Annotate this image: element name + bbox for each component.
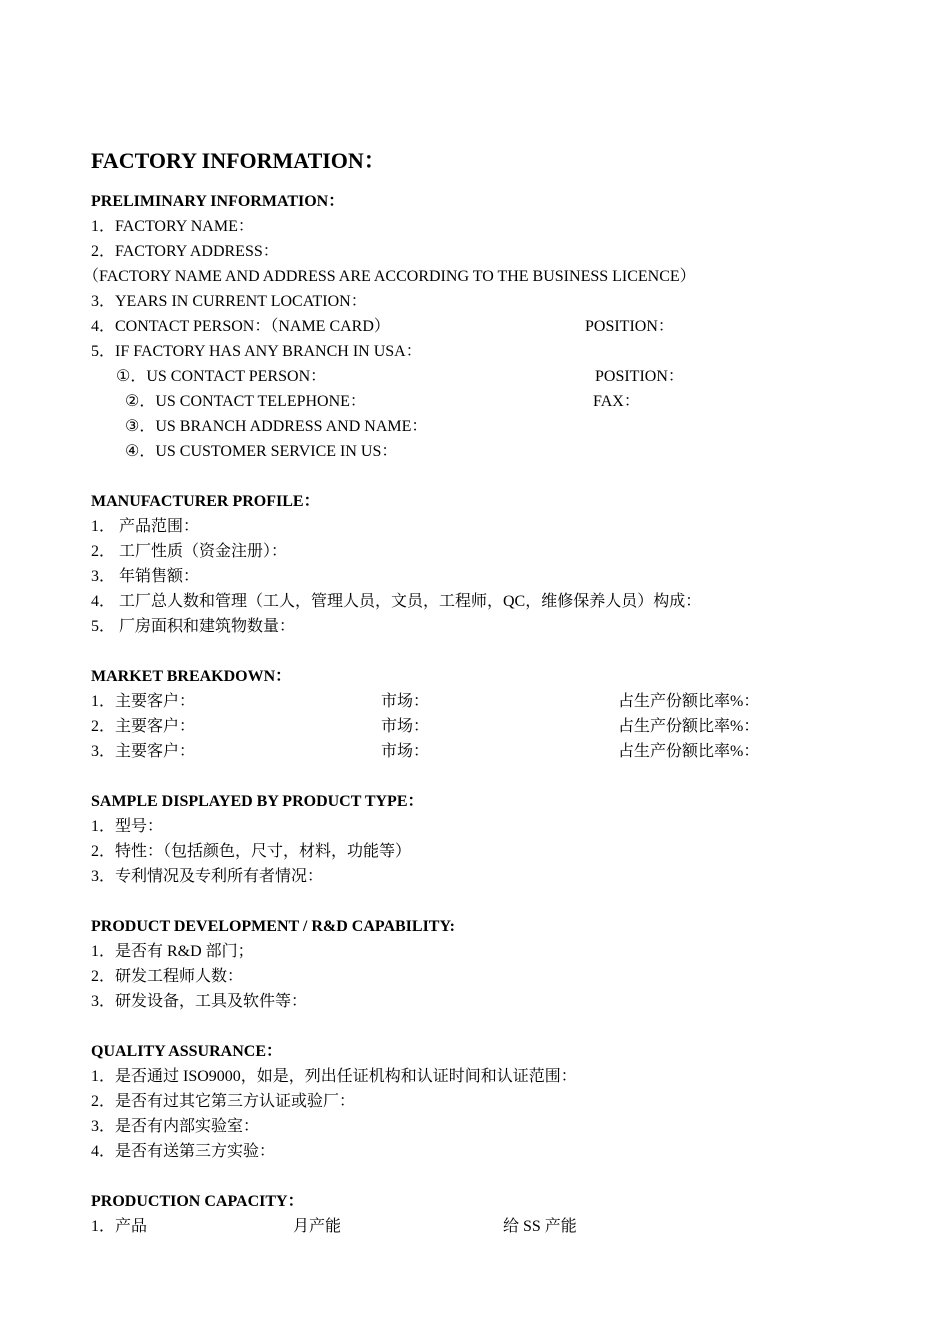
us-fax-label: FAX： bbox=[593, 393, 640, 410]
field-us-customer-service: ④．US CUSTOMER SERVICE IN US： bbox=[125, 443, 398, 460]
field-model: 1．型号： bbox=[91, 818, 164, 835]
field-rd-equipment: 3．研发设备，工具及软件等： bbox=[91, 993, 308, 1010]
market-market-label: 市场： bbox=[381, 693, 430, 710]
us-telephone-label: ②．US CONTACT TELEPHONE： bbox=[125, 393, 366, 410]
document-page bbox=[83, 145, 911, 1264]
field-contact-person bbox=[91, 314, 911, 339]
field-us-contact-person bbox=[91, 364, 911, 389]
section-heading: PRODUCT DEVELOPMENT / R&D CAPABILITY: bbox=[91, 918, 455, 935]
market-customer-label: 3．主要客户： bbox=[91, 743, 196, 760]
capacity-product-label: 1．产品 bbox=[91, 1218, 148, 1235]
market-customer-label: 2．主要客户： bbox=[91, 718, 196, 735]
field-third-party-lab: 4．是否有送第三方实验： bbox=[91, 1143, 276, 1160]
capacity-ss-label: 给 SS 产能 bbox=[503, 1218, 577, 1235]
section-sample bbox=[91, 789, 911, 889]
field-features: 2．特性：（包括颜色，尺寸，材料，功能等） bbox=[91, 843, 412, 860]
field-rd-engineers: 2．研发工程师人数： bbox=[91, 968, 244, 985]
market-row bbox=[91, 739, 911, 764]
section-heading: QUALITY ASSURANCE： bbox=[91, 1043, 283, 1060]
market-market-label: 市场： bbox=[381, 718, 430, 735]
field-rd-department: 1．是否有 R&D 部门； bbox=[91, 943, 254, 960]
market-share-label: 占生产份额比率%： bbox=[618, 693, 760, 710]
field-factory-address: 2．FACTORY ADDRESS： bbox=[91, 243, 279, 260]
section-heading: PRELIMINARY INFORMATION： bbox=[91, 193, 345, 210]
us-contact-position-label: POSITION： bbox=[595, 368, 684, 385]
field-branch-usa: 5．IF FACTORY HAS ANY BRANCH IN USA： bbox=[91, 343, 422, 360]
field-us-telephone bbox=[91, 389, 911, 414]
section-capacity bbox=[91, 1189, 911, 1239]
market-customer-label: 1．主要客户： bbox=[91, 693, 196, 710]
field-plant-area: 5． 厂房面积和建筑物数量： bbox=[91, 618, 296, 635]
capacity-monthly-label: 月产能 bbox=[293, 1218, 342, 1235]
section-heading: MARKET BREAKDOWN： bbox=[91, 668, 292, 685]
contact-position-label: POSITION： bbox=[585, 318, 674, 335]
market-share-label: 占生产份额比率%： bbox=[618, 718, 760, 735]
section-rd bbox=[91, 914, 911, 1014]
market-row bbox=[91, 714, 911, 739]
field-patents: 3．专利情况及专利所有者情况： bbox=[91, 868, 324, 885]
field-third-party-cert: 2．是否有过其它第三方认证或验厂： bbox=[91, 1093, 356, 1110]
capacity-row bbox=[91, 1214, 911, 1239]
field-factory-nature: 2． 工厂性质（资金注册）： bbox=[91, 543, 288, 560]
section-heading: PRODUCTION CAPACITY： bbox=[91, 1193, 304, 1210]
field-annual-sales: 3． 年销售额： bbox=[91, 568, 200, 585]
field-factory-name: 1．FACTORY NAME： bbox=[91, 218, 254, 235]
section-quality bbox=[91, 1039, 911, 1164]
section-manufacturer bbox=[91, 489, 911, 639]
field-us-branch-address: ③．US BRANCH ADDRESS AND NAME： bbox=[125, 418, 428, 435]
section-heading: SAMPLE DISPLAYED BY PRODUCT TYPE： bbox=[91, 793, 424, 810]
contact-person-label: 4．CONTACT PERSON：（NAME CARD） bbox=[91, 318, 390, 335]
market-share-label: 占生产份额比率%： bbox=[618, 743, 760, 760]
market-row bbox=[91, 689, 911, 714]
us-contact-person-label: ①．US CONTACT PERSON： bbox=[116, 368, 327, 385]
field-years-location: 3．YEARS IN CURRENT LOCATION： bbox=[91, 293, 367, 310]
page-title: FACTORY INFORMATION： bbox=[91, 148, 386, 173]
section-market bbox=[91, 664, 911, 764]
address-note: （FACTORY NAME AND ADDRESS ARE ACCORDING TO THE BUSINESS LICENCE） bbox=[83, 268, 696, 285]
section-heading: MANUFACTURER PROFILE： bbox=[91, 493, 320, 510]
field-product-range: 1． 产品范围： bbox=[91, 518, 200, 535]
section-preliminary bbox=[83, 189, 911, 464]
field-staff-composition: 4． 工厂总人数和管理（工人，管理人员，文员，工程师，QC，维修保养人员）构成： bbox=[91, 593, 702, 610]
market-market-label: 市场： bbox=[381, 743, 430, 760]
field-internal-lab: 3．是否有内部实验室： bbox=[91, 1118, 260, 1135]
field-iso9000: 1．是否通过 ISO9000，如是，列出任证机构和认证时间和认证范围： bbox=[91, 1068, 577, 1085]
